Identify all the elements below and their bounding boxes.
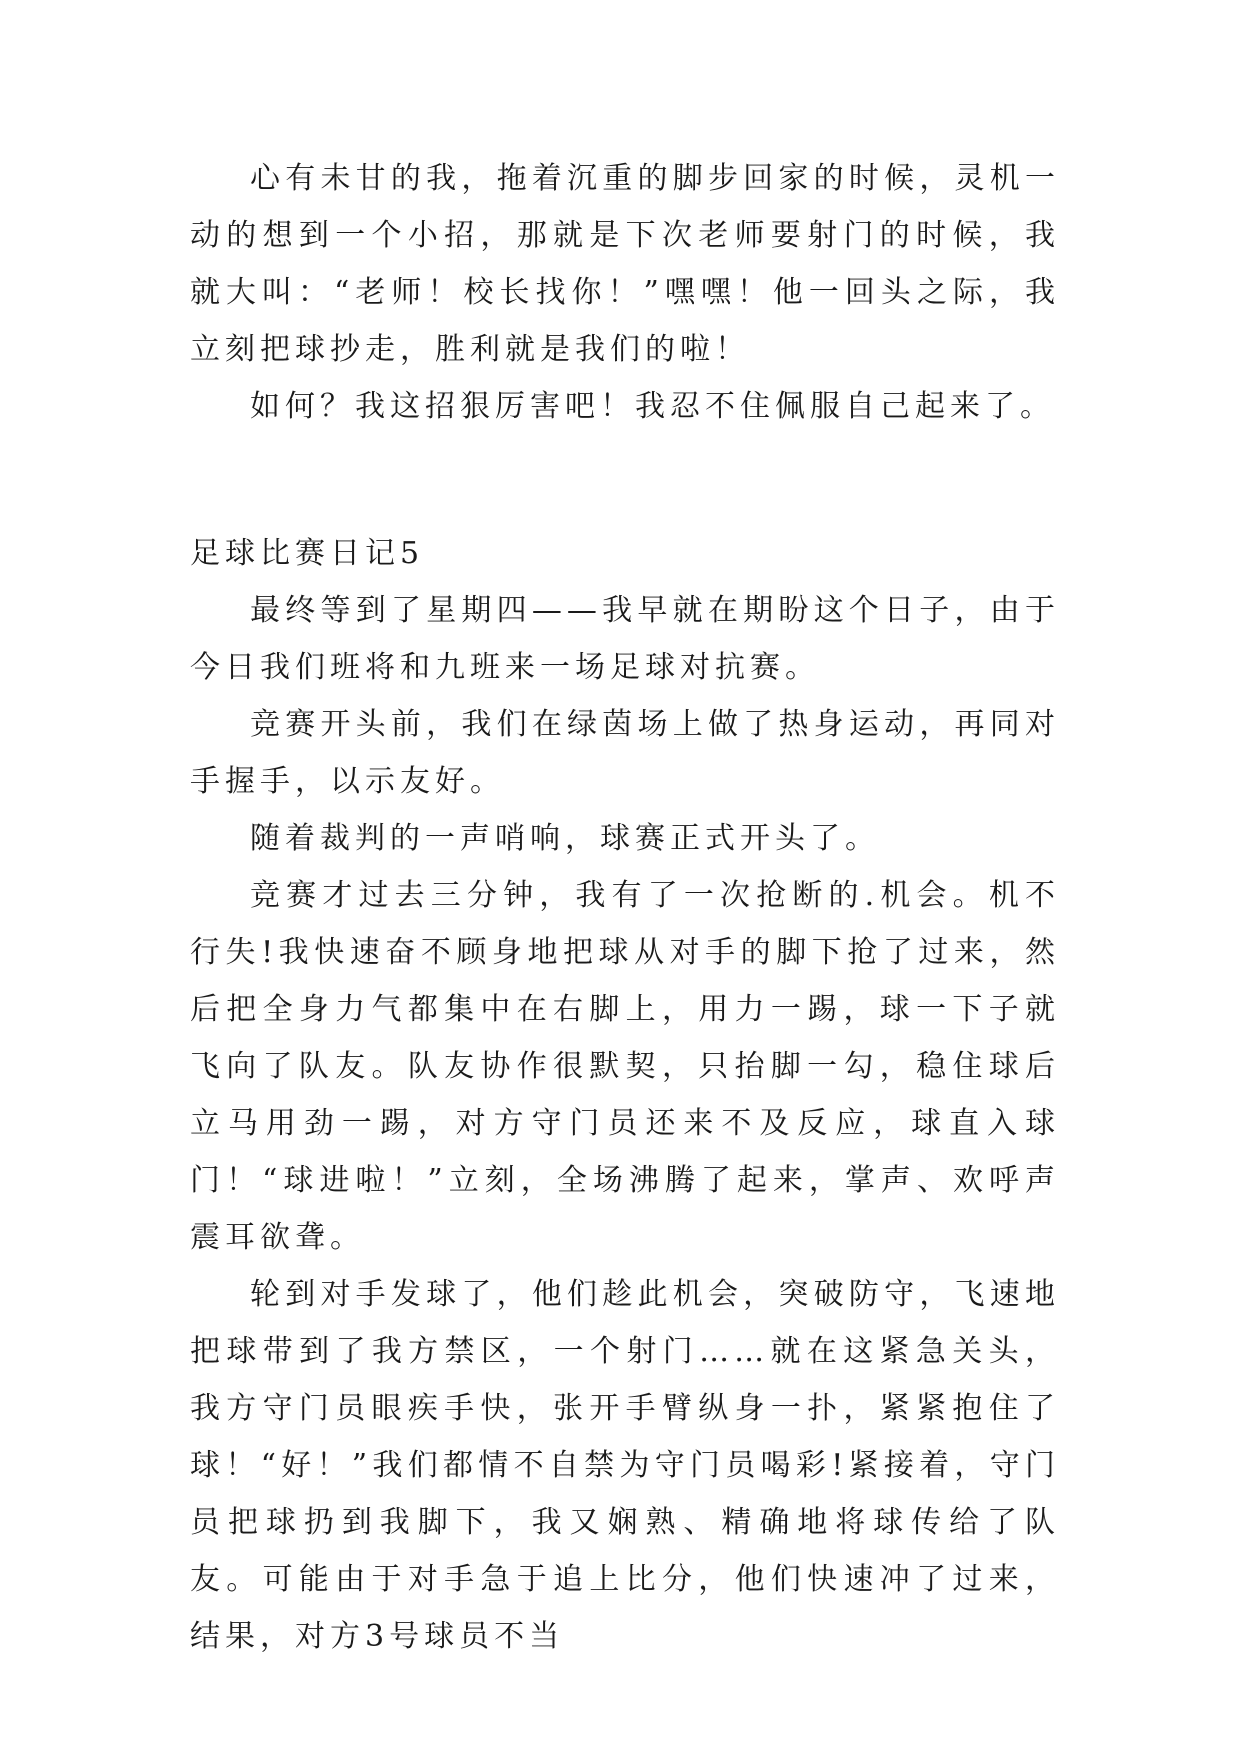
document-body — [190, 150, 1060, 1665]
paragraph-prev-2: 如何？我这招狠厉害吧！我忍不住佩服自己起来了。 — [250, 389, 1055, 424]
paragraph-3: 随着裁判的一声哨响，球赛正式开头了。 — [250, 821, 880, 856]
paragraph-4: 竞赛才过去三分钟，我有了一次抢断的.机会。机不行失!我快速奋不顾身地把球从对手的脚下抢了过来，然后把全身力气都集中在右脚上，用力一踢，球一下子就飞向了队友。队友协作很默契，只抬脚一勾，稳住球后立马用劲一踢，对方守门员还来不及反应，球直入球门！“球进啦！”立刻，全场沸腾了起来，掌声、欢呼声震耳欲聋。 — [190, 878, 1060, 1255]
paragraph-1: 最终等到了星期四——我早就在期盼这个日子，由于今日我们班将和九班来一场足球对抗赛。 — [190, 593, 1060, 685]
paragraph-2: 竞赛开头前，我们在绿茵场上做了热身运动，再同对手握手，以示友好。 — [190, 707, 1060, 799]
paragraph-prev-1: 心有未甘的我，拖着沉重的脚步回家的时候，灵机一动的想到一个小招，那就是下次老师要射门的时候，我就大叫：“老师！校长找你！”嘿嘿！他一回头之际，我立刻把球抄走，胜利就是我们的啦！ — [190, 161, 1060, 367]
section-title: 足球比赛日记5 — [190, 536, 425, 571]
paragraph-5: 轮到对手发球了，他们趁此机会，突破防守，飞速地把球带到了我方禁区，一个射门……就在这紧急关头，我方守门员眼疾手快，张开手臂纵身一扑，紧紧抱住了球！“好！”我们都情不自禁为守门员喝彩!紧接着，守门员把球扔到我脚下，我又娴熟、精确地将球传给了队友。可能由于对手急于追上比分，他们快速冲了过来，结果，对方3号球员不当 — [190, 1277, 1060, 1654]
